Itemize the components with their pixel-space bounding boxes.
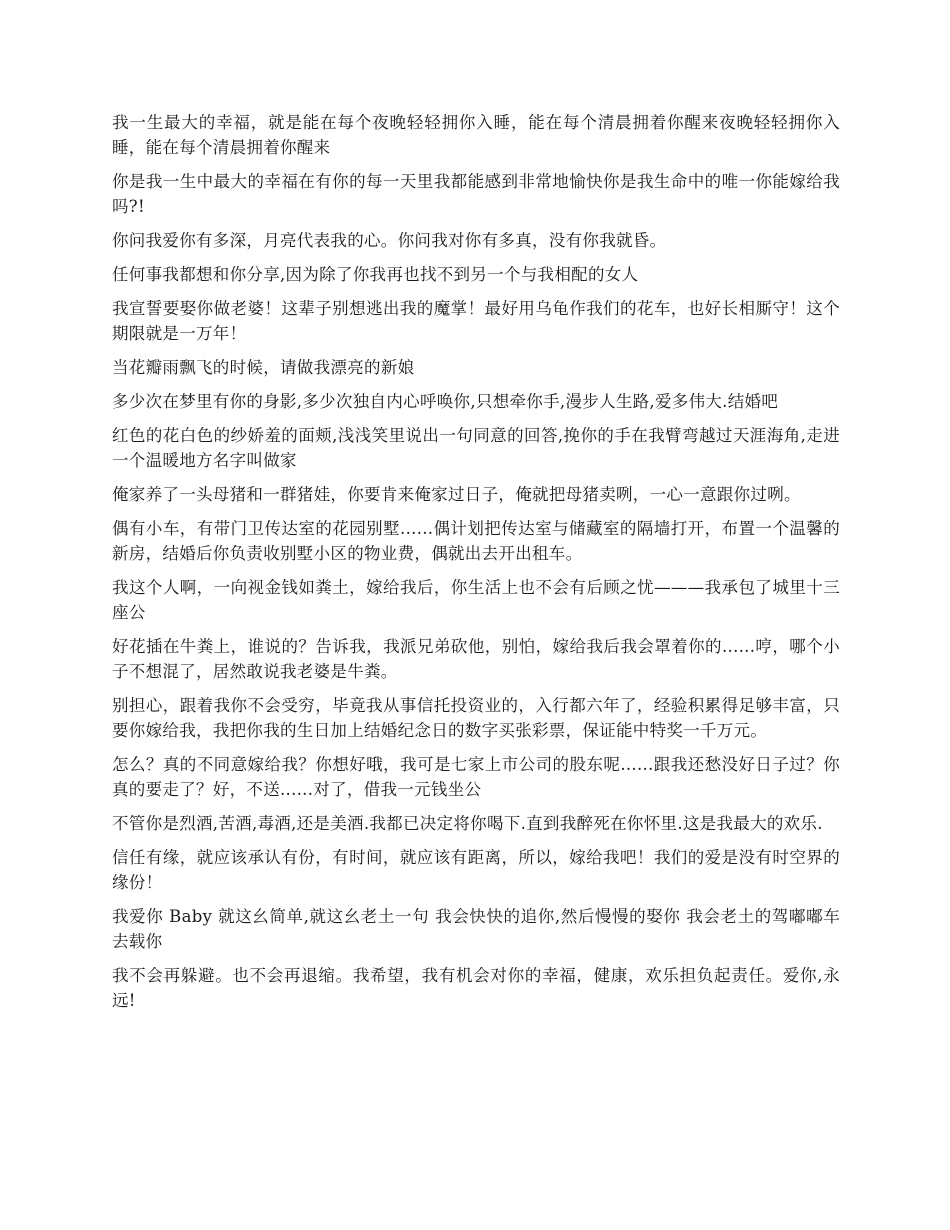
paragraph: 不管你是烈酒,苦酒,毒酒,还是美酒.我都已决定将你喝下.直到我醉死在你怀里.这是我最大的欢乐. bbox=[112, 814, 823, 833]
paragraph: 我宣誓要娶你做老婆！这辈子别想逃出我的魔掌！最好用乌龟作我们的花车，也好长相厮守！这个期限就是一万年！ bbox=[112, 299, 840, 343]
document-body bbox=[112, 110, 840, 1022]
paragraph: 好花插在牛粪上，谁说的？告诉我，我派兄弟砍他，别怕，嫁给我后我会罩着你的......哼，哪个小子不想混了，居然敢说我老婆是牛粪。 bbox=[112, 637, 840, 681]
paragraph: 我不会再躲避。也不会再退缩。我希望，我有机会对你的幸福，健康，欢乐担负起责任。爱你,永远! bbox=[112, 966, 840, 1010]
paragraph: 别担心，跟着我你不会受穷，毕竟我从事信托投资业的，入行都六年了，经验积累得足够丰富，只要你嫁给我，我把你我的生日加上结婚纪念日的数字买张彩票，保证能中特奖一千万元。 bbox=[112, 696, 840, 740]
paragraph: 你问我爱你有多深，月亮代表我的心。你问我对你有多真，没有你我就昏。 bbox=[112, 231, 667, 250]
paragraph: 我爱你 Baby 就这幺简单,就这幺老土一句 我会快快的追你,然后慢慢的娶你 我会老土的驾嘟嘟车去载你 bbox=[112, 907, 840, 951]
paragraph: 信任有缘，就应该承认有份，有时间，就应该有距离，所以，嫁给我吧！我们的爱是没有时空界的缘份！ bbox=[112, 848, 840, 892]
paragraph: 当花瓣雨飘飞的时候，请做我漂亮的新娘 bbox=[112, 358, 415, 377]
paragraph: 多少次在梦里有你的身影,多少次独自内心呼唤你,只想牵你手,漫步人生路,爱多伟大.结婚吧 bbox=[112, 392, 779, 411]
paragraph: 红色的花白色的纱娇羞的面颊,浅浅笑里说出一句同意的回答,挽你的手在我臂弯越过天涯海角,走进一个温暖地方名字叫做家 bbox=[112, 426, 840, 470]
paragraph: 你是我一生中最大的幸福在有你的每一天里我都能感到非常地愉快你是我生命中的唯一你能嫁给我吗?! bbox=[112, 172, 840, 216]
paragraph: 我一生最大的幸福，就是能在每个夜晚轻轻拥你入睡，能在每个清晨拥着你醒来夜晚轻轻拥你入睡，能在每个清晨拥着你醒来 bbox=[112, 113, 840, 157]
paragraph: 我这个人啊，一向视金钱如粪土，嫁给我后，你生活上也不会有后顾之忧———我承包了城里十三座公 bbox=[112, 578, 840, 622]
paragraph: 任何事我都想和你分享,因为除了你我再也找不到另一个与我相配的女人 bbox=[112, 265, 639, 284]
paragraph: 偶有小车，有带门卫传达室的花园别墅......偶计划把传达室与储藏室的隔墙打开，布置一个温馨的新房，结婚后你负责收别墅小区的物业费，偶就出去开出租车。 bbox=[112, 519, 840, 563]
paragraph: 俺家养了一头母猪和一群猪娃，你要肯来俺家过日子，俺就把母猪卖咧，一心一意跟你过咧。 bbox=[112, 485, 801, 504]
paragraph: 怎么？真的不同意嫁给我？你想好哦，我可是七家上市公司的股东呢......跟我还愁没好日子过？你真的要走了？好，不送......对了，借我一元钱坐公 bbox=[112, 755, 840, 799]
